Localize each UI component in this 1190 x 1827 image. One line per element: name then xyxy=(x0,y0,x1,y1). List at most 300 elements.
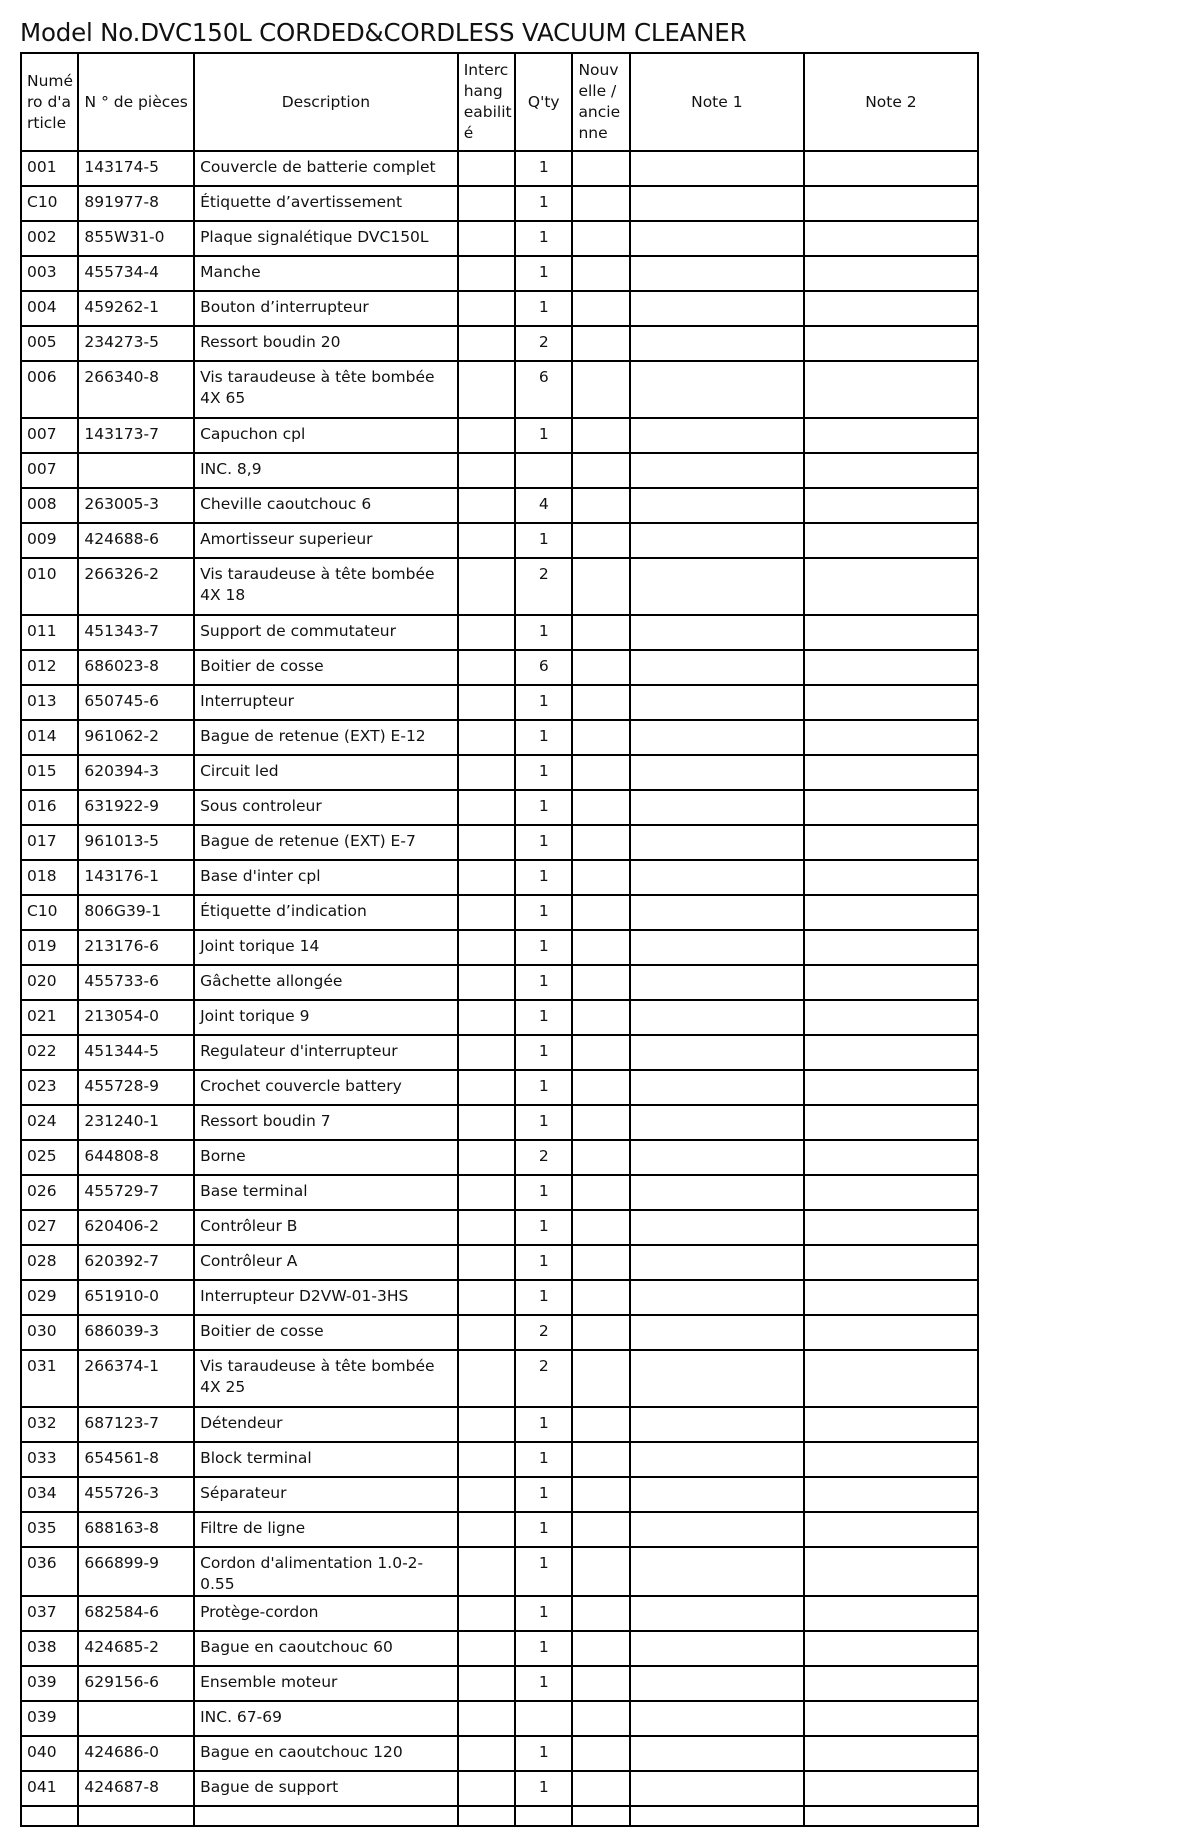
interchangeability-cell xyxy=(458,418,515,453)
table-row xyxy=(21,1140,978,1175)
description-cell: Filtre de ligne xyxy=(194,1512,458,1547)
note-2-cell xyxy=(804,523,978,558)
new-old-cell xyxy=(572,453,629,488)
item-number-cell: 026 xyxy=(21,1175,78,1210)
note-1-cell xyxy=(630,1280,804,1315)
quantity-cell: 1 xyxy=(515,1280,572,1315)
note-1-cell xyxy=(630,895,804,930)
table-row xyxy=(21,1666,978,1701)
note-1-cell xyxy=(630,1631,804,1666)
interchangeability-cell xyxy=(458,930,515,965)
new-old-cell xyxy=(572,965,629,1000)
note-1-cell xyxy=(630,1105,804,1140)
note-2-cell xyxy=(804,720,978,755)
part-number-cell: 629156-6 xyxy=(78,1666,194,1701)
interchangeability-cell xyxy=(458,650,515,685)
document-title: Model No.DVC150L CORDED&CORDLESS VACUUM CLEANER xyxy=(20,18,747,47)
description-cell: Bague de retenue (EXT) E-12 xyxy=(194,720,458,755)
note-2-cell xyxy=(804,650,978,685)
item-number-cell: 004 xyxy=(21,291,78,326)
new-old-cell xyxy=(572,1210,629,1245)
interchangeability-cell xyxy=(458,523,515,558)
description-cell: Borne xyxy=(194,1140,458,1175)
quantity-cell: 1 xyxy=(515,1631,572,1666)
interchangeability-cell xyxy=(458,1175,515,1210)
table-row xyxy=(21,151,978,186)
note-1-cell xyxy=(630,291,804,326)
new-old-cell xyxy=(572,523,629,558)
new-old-cell xyxy=(572,151,629,186)
description-cell: Regulateur d'interrupteur xyxy=(194,1035,458,1070)
new-old-cell xyxy=(572,895,629,930)
item-number-cell: 018 xyxy=(21,860,78,895)
note-2-cell xyxy=(804,1771,978,1806)
note-2-cell xyxy=(804,1350,978,1407)
quantity-cell: 1 xyxy=(515,1477,572,1512)
note-2-cell xyxy=(804,615,978,650)
table-row xyxy=(21,1442,978,1477)
table-row xyxy=(21,790,978,825)
item-number-cell: 041 xyxy=(21,1771,78,1806)
description-cell: Couvercle de batterie complet xyxy=(194,151,458,186)
new-old-cell xyxy=(572,720,629,755)
new-old-cell xyxy=(572,825,629,860)
description-cell: Circuit led xyxy=(194,755,458,790)
note-2-cell xyxy=(804,965,978,1000)
part-number-cell: 451343-7 xyxy=(78,615,194,650)
note-1-cell xyxy=(630,790,804,825)
note-2-cell xyxy=(804,221,978,256)
note-2-cell xyxy=(804,1105,978,1140)
interchangeability-cell xyxy=(458,720,515,755)
note-1-cell xyxy=(630,1666,804,1701)
interchangeability-cell xyxy=(458,1631,515,1666)
note-2-cell xyxy=(804,1407,978,1442)
table-row xyxy=(21,1771,978,1806)
note-2-cell xyxy=(804,1245,978,1280)
note-1-cell xyxy=(630,488,804,523)
interchangeability-cell xyxy=(458,1070,515,1105)
note-1-cell xyxy=(630,221,804,256)
empty-cell xyxy=(804,1806,978,1826)
new-old-cell xyxy=(572,361,629,418)
header-item-no: Numé ro d'a rticle xyxy=(21,53,78,151)
new-old-cell xyxy=(572,488,629,523)
note-1-cell xyxy=(630,720,804,755)
interchangeability-cell xyxy=(458,1140,515,1175)
interchangeability-cell xyxy=(458,1596,515,1631)
description-cell: Capuchon cpl xyxy=(194,418,458,453)
item-number-cell: 008 xyxy=(21,488,78,523)
table-row xyxy=(21,361,978,418)
part-number-cell: 455729-7 xyxy=(78,1175,194,1210)
interchangeability-cell xyxy=(458,488,515,523)
description-cell: Cheville caoutchouc 6 xyxy=(194,488,458,523)
new-old-cell xyxy=(572,1477,629,1512)
note-2-cell xyxy=(804,151,978,186)
quantity-cell: 2 xyxy=(515,1315,572,1350)
part-number-cell: 143174-5 xyxy=(78,151,194,186)
item-number-cell: 033 xyxy=(21,1442,78,1477)
interchangeability-cell xyxy=(458,825,515,860)
item-number-cell: 038 xyxy=(21,1631,78,1666)
new-old-cell xyxy=(572,1512,629,1547)
quantity-cell: 1 xyxy=(515,1736,572,1771)
note-2-cell xyxy=(804,1736,978,1771)
item-number-cell: 019 xyxy=(21,930,78,965)
interchangeability-cell xyxy=(458,965,515,1000)
table-row xyxy=(21,256,978,291)
new-old-cell xyxy=(572,1070,629,1105)
note-2-cell xyxy=(804,860,978,895)
description-cell: INC. 8,9 xyxy=(194,453,458,488)
note-1-cell xyxy=(630,1210,804,1245)
description-cell: Joint torique 14 xyxy=(194,930,458,965)
item-number-cell: 030 xyxy=(21,1315,78,1350)
note-2-cell xyxy=(804,1000,978,1035)
note-2-cell xyxy=(804,418,978,453)
description-cell: Contrôleur A xyxy=(194,1245,458,1280)
note-1-cell xyxy=(630,1407,804,1442)
new-old-cell xyxy=(572,650,629,685)
interchangeability-cell xyxy=(458,558,515,615)
item-number-cell: 017 xyxy=(21,825,78,860)
note-1-cell xyxy=(630,1315,804,1350)
table-row xyxy=(21,860,978,895)
quantity-cell: 2 xyxy=(515,1350,572,1407)
quantity-cell: 1 xyxy=(515,1070,572,1105)
part-number-cell: 806G39-1 xyxy=(78,895,194,930)
table-row xyxy=(21,418,978,453)
description-cell: Contrôleur B xyxy=(194,1210,458,1245)
interchangeability-cell xyxy=(458,221,515,256)
table-row xyxy=(21,615,978,650)
part-number-cell: 234273-5 xyxy=(78,326,194,361)
empty-cell xyxy=(78,1806,194,1826)
quantity-cell: 1 xyxy=(515,895,572,930)
note-1-cell xyxy=(630,1701,804,1736)
new-old-cell xyxy=(572,1315,629,1350)
quantity-cell: 1 xyxy=(515,256,572,291)
part-number-cell: 654561-8 xyxy=(78,1442,194,1477)
quantity-cell: 1 xyxy=(515,1771,572,1806)
note-2-cell xyxy=(804,1631,978,1666)
part-number-cell: 424688-6 xyxy=(78,523,194,558)
note-2-cell xyxy=(804,1547,978,1596)
part-number-cell: 455734-4 xyxy=(78,256,194,291)
quantity-cell: 1 xyxy=(515,1442,572,1477)
note-1-cell xyxy=(630,186,804,221)
interchangeability-cell xyxy=(458,1280,515,1315)
table-row xyxy=(21,1105,978,1140)
item-number-cell: 032 xyxy=(21,1407,78,1442)
note-2-cell xyxy=(804,1512,978,1547)
part-number-cell: 263005-3 xyxy=(78,488,194,523)
item-number-cell: 003 xyxy=(21,256,78,291)
description-cell: Bague de retenue (EXT) E-7 xyxy=(194,825,458,860)
table-row xyxy=(21,488,978,523)
new-old-cell xyxy=(572,755,629,790)
table-row xyxy=(21,720,978,755)
new-old-cell xyxy=(572,558,629,615)
table-row xyxy=(21,186,978,221)
item-number-cell: 025 xyxy=(21,1140,78,1175)
item-number-cell: 034 xyxy=(21,1477,78,1512)
new-old-cell xyxy=(572,1035,629,1070)
interchangeability-cell xyxy=(458,1350,515,1407)
part-number-cell xyxy=(78,1701,194,1736)
table-row xyxy=(21,1407,978,1442)
note-2-cell xyxy=(804,1442,978,1477)
interchangeability-cell xyxy=(458,1315,515,1350)
note-2-cell xyxy=(804,488,978,523)
new-old-cell xyxy=(572,1736,629,1771)
note-1-cell xyxy=(630,1175,804,1210)
part-number-cell: 455728-9 xyxy=(78,1070,194,1105)
part-number-cell: 687123-7 xyxy=(78,1407,194,1442)
part-number-cell: 266374-1 xyxy=(78,1350,194,1407)
note-1-cell xyxy=(630,650,804,685)
item-number-cell: 020 xyxy=(21,965,78,1000)
table-row xyxy=(21,523,978,558)
new-old-cell xyxy=(572,860,629,895)
note-1-cell xyxy=(630,825,804,860)
header-new-old: Nouv elle / ancie nne xyxy=(572,53,629,151)
parts-table xyxy=(20,52,979,1827)
note-2-cell xyxy=(804,1070,978,1105)
table-row xyxy=(21,1631,978,1666)
description-cell: Boitier de cosse xyxy=(194,650,458,685)
note-1-cell xyxy=(630,930,804,965)
description-cell: Séparateur xyxy=(194,1477,458,1512)
note-2-cell xyxy=(804,291,978,326)
note-1-cell xyxy=(630,860,804,895)
quantity-cell: 1 xyxy=(515,1512,572,1547)
quantity-cell: 1 xyxy=(515,1035,572,1070)
new-old-cell xyxy=(572,186,629,221)
new-old-cell xyxy=(572,291,629,326)
note-1-cell xyxy=(630,685,804,720)
quantity-cell: 1 xyxy=(515,1105,572,1140)
note-2-cell xyxy=(804,1280,978,1315)
item-number-cell: 007 xyxy=(21,418,78,453)
new-old-cell xyxy=(572,1245,629,1280)
new-old-cell xyxy=(572,615,629,650)
quantity-cell xyxy=(515,1701,572,1736)
table-row xyxy=(21,1210,978,1245)
empty-cell xyxy=(194,1806,458,1826)
description-cell: Interrupteur D2VW-01-3HS xyxy=(194,1280,458,1315)
part-number-cell: 620406-2 xyxy=(78,1210,194,1245)
description-cell: Bague en caoutchouc 120 xyxy=(194,1736,458,1771)
interchangeability-cell xyxy=(458,755,515,790)
note-1-cell xyxy=(630,1070,804,1105)
quantity-cell: 2 xyxy=(515,558,572,615)
note-1-cell xyxy=(630,1140,804,1175)
table-row xyxy=(21,930,978,965)
interchangeability-cell xyxy=(458,1000,515,1035)
description-cell: Vis taraudeuse à tête bombée 4X 18 xyxy=(194,558,458,615)
table-row xyxy=(21,1547,978,1596)
description-cell: Vis taraudeuse à tête bombée 4X 65 xyxy=(194,361,458,418)
description-cell: Crochet couvercle battery xyxy=(194,1070,458,1105)
part-number-cell: 631922-9 xyxy=(78,790,194,825)
part-number-cell xyxy=(78,453,194,488)
description-cell: Gâchette allongée xyxy=(194,965,458,1000)
item-number-cell: 012 xyxy=(21,650,78,685)
new-old-cell xyxy=(572,1105,629,1140)
quantity-cell: 1 xyxy=(515,523,572,558)
description-cell: Support de commutateur xyxy=(194,615,458,650)
quantity-cell: 1 xyxy=(515,1407,572,1442)
new-old-cell xyxy=(572,1280,629,1315)
item-number-cell: C10 xyxy=(21,186,78,221)
description-cell: Ressort boudin 20 xyxy=(194,326,458,361)
interchangeability-cell xyxy=(458,453,515,488)
part-number-cell: 620394-3 xyxy=(78,755,194,790)
table-row xyxy=(21,825,978,860)
item-number-cell: 001 xyxy=(21,151,78,186)
new-old-cell xyxy=(572,1442,629,1477)
description-cell: Détendeur xyxy=(194,1407,458,1442)
empty-cell xyxy=(630,1806,804,1826)
new-old-cell xyxy=(572,1175,629,1210)
note-2-cell xyxy=(804,685,978,720)
new-old-cell xyxy=(572,1666,629,1701)
item-number-cell: 039 xyxy=(21,1666,78,1701)
note-2-cell xyxy=(804,1477,978,1512)
new-old-cell xyxy=(572,1771,629,1806)
empty-cell xyxy=(458,1806,515,1826)
quantity-cell: 1 xyxy=(515,685,572,720)
item-number-cell: 021 xyxy=(21,1000,78,1035)
description-cell: Ensemble moteur xyxy=(194,1666,458,1701)
table-row xyxy=(21,1512,978,1547)
note-2-cell xyxy=(804,1175,978,1210)
item-number-cell: 037 xyxy=(21,1596,78,1631)
interchangeability-cell xyxy=(458,326,515,361)
header-note-1: Note 1 xyxy=(630,53,804,151)
note-2-cell xyxy=(804,326,978,361)
description-cell: Manche xyxy=(194,256,458,291)
quantity-cell: 1 xyxy=(515,291,572,326)
item-number-cell: 024 xyxy=(21,1105,78,1140)
note-2-cell xyxy=(804,755,978,790)
part-number-cell: 961062-2 xyxy=(78,720,194,755)
note-2-cell xyxy=(804,1596,978,1631)
empty-cell xyxy=(572,1806,629,1826)
quantity-cell: 1 xyxy=(515,965,572,1000)
new-old-cell xyxy=(572,1350,629,1407)
new-old-cell xyxy=(572,1407,629,1442)
part-number-cell: 424687-8 xyxy=(78,1771,194,1806)
quantity-cell: 1 xyxy=(515,151,572,186)
part-number-cell: 455726-3 xyxy=(78,1477,194,1512)
note-1-cell xyxy=(630,1596,804,1631)
quantity-cell: 1 xyxy=(515,720,572,755)
table-row xyxy=(21,1245,978,1280)
item-number-cell: 029 xyxy=(21,1280,78,1315)
note-1-cell xyxy=(630,1771,804,1806)
table-row xyxy=(21,453,978,488)
part-number-cell: 620392-7 xyxy=(78,1245,194,1280)
description-cell: Block terminal xyxy=(194,1442,458,1477)
table-row xyxy=(21,1736,978,1771)
note-1-cell xyxy=(630,256,804,291)
quantity-cell: 1 xyxy=(515,755,572,790)
part-number-cell: 266340-8 xyxy=(78,361,194,418)
note-1-cell xyxy=(630,1512,804,1547)
note-2-cell xyxy=(804,1035,978,1070)
note-1-cell xyxy=(630,453,804,488)
description-cell: Protège-cordon xyxy=(194,1596,458,1631)
note-1-cell xyxy=(630,523,804,558)
new-old-cell xyxy=(572,1631,629,1666)
note-2-cell xyxy=(804,825,978,860)
part-number-cell: 143176-1 xyxy=(78,860,194,895)
description-cell: Ressort boudin 7 xyxy=(194,1105,458,1140)
quantity-cell: 1 xyxy=(515,1547,572,1596)
table-row xyxy=(21,1350,978,1407)
interchangeability-cell xyxy=(458,1736,515,1771)
description-cell: Base d'inter cpl xyxy=(194,860,458,895)
note-2-cell xyxy=(804,1315,978,1350)
description-cell: Base terminal xyxy=(194,1175,458,1210)
item-number-cell: 027 xyxy=(21,1210,78,1245)
description-cell: Cordon d'alimentation 1.0-2-0.55 xyxy=(194,1547,458,1596)
description-cell: Étiquette d’indication xyxy=(194,895,458,930)
table-row xyxy=(21,1477,978,1512)
quantity-cell: 1 xyxy=(515,615,572,650)
interchangeability-cell xyxy=(458,860,515,895)
note-1-cell xyxy=(630,1736,804,1771)
item-number-cell: 013 xyxy=(21,685,78,720)
note-1-cell xyxy=(630,1245,804,1280)
header-part-no: N ° de pièces xyxy=(78,53,194,151)
item-number-cell: 010 xyxy=(21,558,78,615)
empty-cell xyxy=(515,1806,572,1826)
note-1-cell xyxy=(630,1442,804,1477)
item-number-cell: 006 xyxy=(21,361,78,418)
interchangeability-cell xyxy=(458,1666,515,1701)
new-old-cell xyxy=(572,1701,629,1736)
item-number-cell: 007 xyxy=(21,453,78,488)
new-old-cell xyxy=(572,221,629,256)
table-row xyxy=(21,291,978,326)
interchangeability-cell xyxy=(458,1771,515,1806)
new-old-cell xyxy=(572,256,629,291)
table-row xyxy=(21,1315,978,1350)
part-number-cell: 143173-7 xyxy=(78,418,194,453)
new-old-cell xyxy=(572,930,629,965)
description-cell: Interrupteur xyxy=(194,685,458,720)
quantity-cell xyxy=(515,453,572,488)
part-number-cell: 213054-0 xyxy=(78,1000,194,1035)
quantity-cell: 1 xyxy=(515,1245,572,1280)
quantity-cell: 2 xyxy=(515,1140,572,1175)
part-number-cell: 644808-8 xyxy=(78,1140,194,1175)
note-2-cell xyxy=(804,453,978,488)
item-number-cell: 028 xyxy=(21,1245,78,1280)
table-row xyxy=(21,1035,978,1070)
description-cell: Bouton d’interrupteur xyxy=(194,291,458,326)
description-cell: Amortisseur superieur xyxy=(194,523,458,558)
part-number-cell: 266326-2 xyxy=(78,558,194,615)
table-row xyxy=(21,650,978,685)
item-number-cell: 035 xyxy=(21,1512,78,1547)
quantity-cell: 1 xyxy=(515,1175,572,1210)
description-cell: Joint torique 9 xyxy=(194,1000,458,1035)
